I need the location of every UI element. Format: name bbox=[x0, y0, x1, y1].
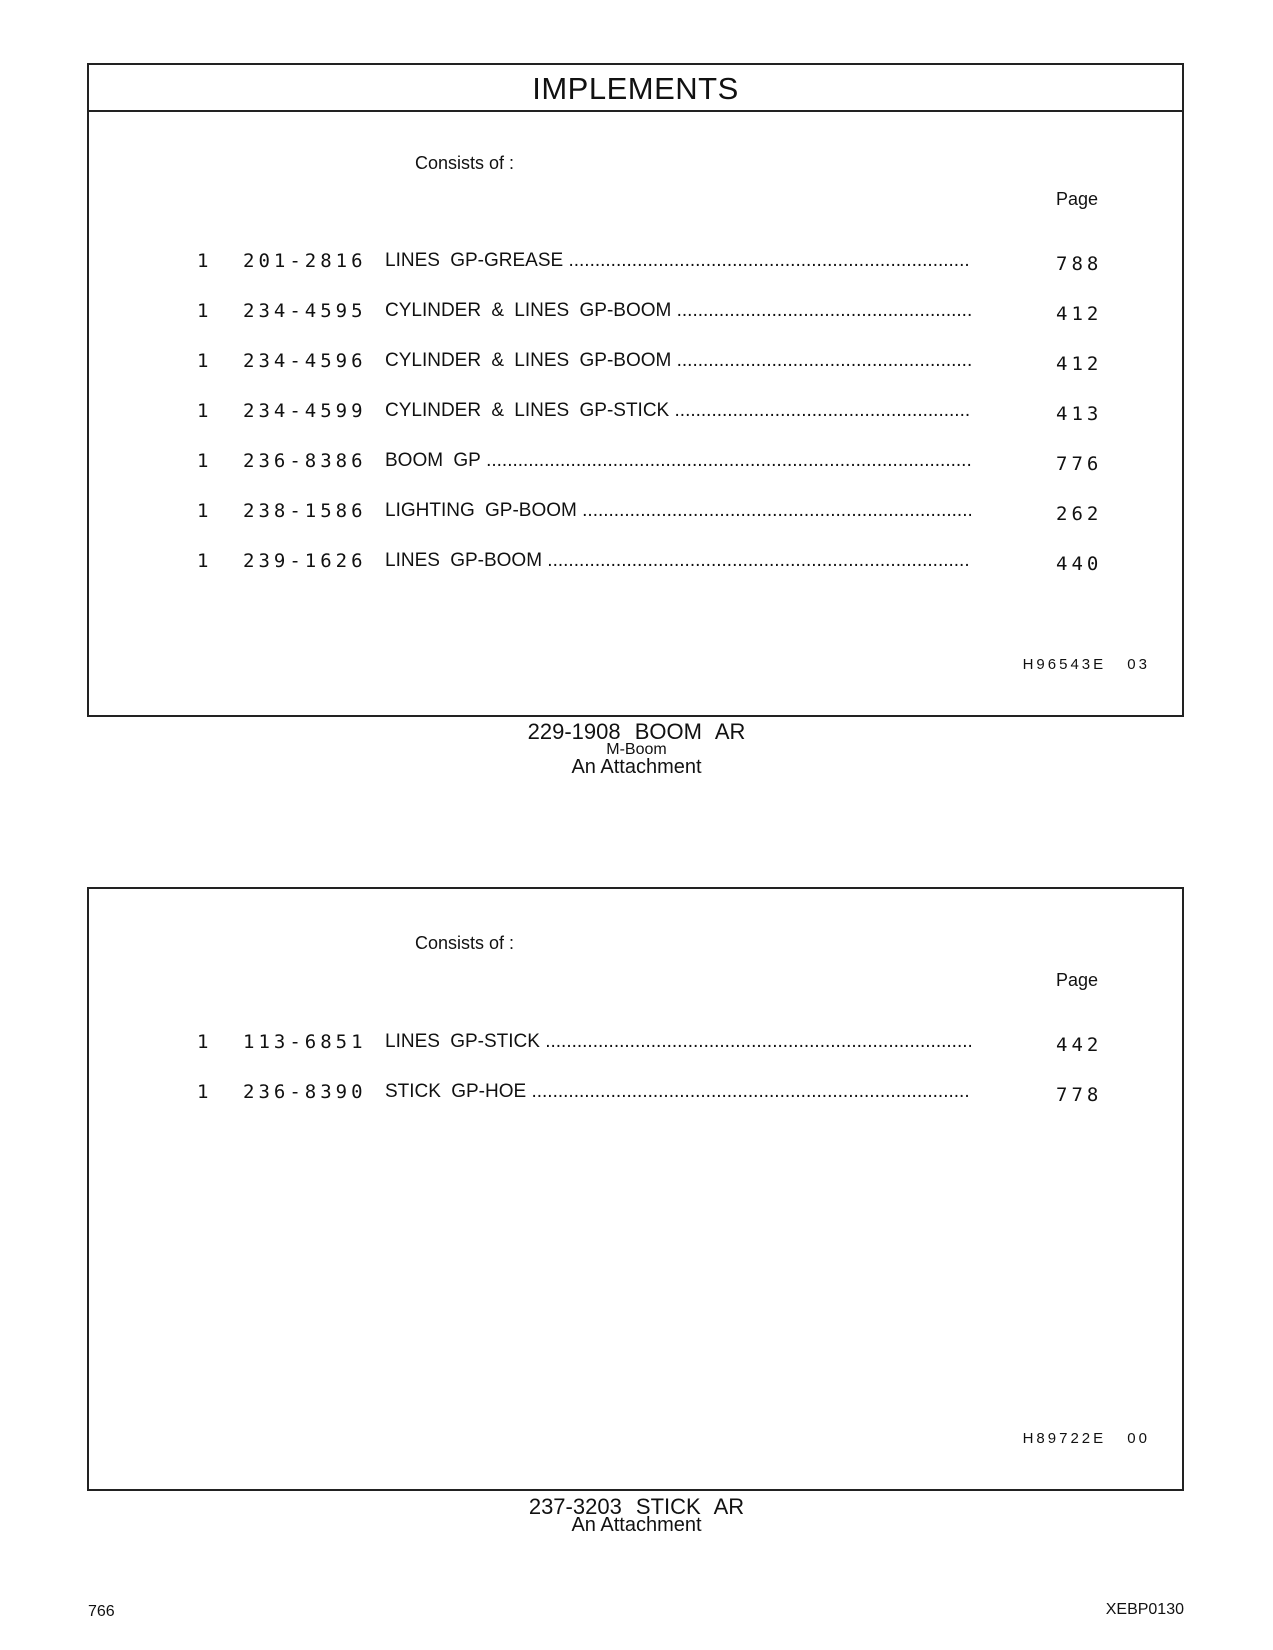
page-number: 766 bbox=[88, 1603, 115, 1620]
page-reference: 412 bbox=[1056, 303, 1103, 325]
parts-row bbox=[89, 448, 1182, 474]
document-code: XEBP0130 bbox=[1105, 1601, 1184, 1618]
page-reference: 442 bbox=[1056, 1034, 1103, 1056]
page-reference: 776 bbox=[1056, 453, 1103, 475]
caption-title: 229-1908 BOOM AR bbox=[527, 719, 746, 744]
item-quantity: 1 bbox=[197, 250, 209, 272]
stick-ar-parts-box bbox=[87, 887, 1184, 1491]
page-reference: 440 bbox=[1056, 553, 1103, 575]
part-description: BOOM GP ..... bbox=[385, 448, 971, 474]
part-description: CYLINDER & LINES GP-BOOM ..... bbox=[385, 348, 971, 374]
parts-row bbox=[89, 1029, 1182, 1055]
part-number: 234-4595 bbox=[243, 300, 367, 322]
part-number: 113-6851 bbox=[243, 1031, 367, 1053]
part-number: 234-4599 bbox=[243, 400, 367, 422]
page-column-header: Page bbox=[1056, 970, 1099, 990]
part-description: CYLINDER & LINES GP-BOOM ..... bbox=[385, 298, 971, 324]
stick-ar-caption bbox=[0, 1494, 1273, 1537]
page-column-header: Page bbox=[1056, 189, 1099, 209]
parts-row bbox=[89, 548, 1182, 574]
page-reference: 778 bbox=[1056, 1084, 1103, 1106]
item-quantity: 1 bbox=[197, 350, 209, 372]
item-quantity: 1 bbox=[197, 500, 209, 522]
illustration-reference-code: H96543E 03 bbox=[1022, 656, 1150, 673]
caption-title: 237-3203 STICK AR bbox=[528, 1494, 745, 1519]
item-quantity: 1 bbox=[197, 1081, 209, 1103]
item-quantity: 1 bbox=[197, 300, 209, 322]
part-number: 234-4596 bbox=[243, 350, 367, 372]
part-description: LINES GP-GREASE ..... bbox=[385, 248, 971, 274]
parts-row bbox=[89, 248, 1182, 274]
parts-row bbox=[89, 298, 1182, 324]
section-title: IMPLEMENTS bbox=[89, 65, 1182, 112]
page-reference: 788 bbox=[1056, 253, 1103, 275]
caption-attachment: An Attachment bbox=[571, 756, 702, 778]
part-description: STICK GP-HOE ..... bbox=[385, 1079, 971, 1105]
part-description: CYLINDER & LINES GP-STICK ..... bbox=[385, 398, 971, 424]
item-quantity: 1 bbox=[197, 550, 209, 572]
parts-row bbox=[89, 398, 1182, 424]
part-number: 201-2816 bbox=[243, 250, 367, 272]
part-number: 238-1586 bbox=[243, 500, 367, 522]
consists-of-label: Consists of : bbox=[415, 933, 515, 953]
part-number: 236-8386 bbox=[243, 450, 367, 472]
boom-ar-parts-box bbox=[87, 63, 1184, 717]
caption-subtitle: M-Boom bbox=[606, 741, 667, 758]
item-quantity: 1 bbox=[197, 400, 209, 422]
parts-row bbox=[89, 1079, 1182, 1105]
page-reference: 412 bbox=[1056, 353, 1103, 375]
parts-row bbox=[89, 348, 1182, 374]
parts-row bbox=[89, 498, 1182, 524]
caption-attachment: An Attachment bbox=[571, 1514, 702, 1536]
boom-ar-caption bbox=[0, 719, 1273, 779]
page-reference: 262 bbox=[1056, 503, 1103, 525]
page-reference: 413 bbox=[1056, 403, 1103, 425]
part-number: 236-8390 bbox=[243, 1081, 367, 1103]
item-quantity: 1 bbox=[197, 1031, 209, 1053]
part-description: LIGHTING GP-BOOM ..... bbox=[385, 498, 971, 524]
consists-of-label: Consists of : bbox=[415, 153, 515, 173]
item-quantity: 1 bbox=[197, 450, 209, 472]
illustration-reference-code: H89722E 00 bbox=[1022, 1430, 1150, 1447]
part-description: LINES GP-STICK ..... bbox=[385, 1029, 971, 1055]
part-description: LINES GP-BOOM ..... bbox=[385, 548, 971, 574]
part-number: 239-1626 bbox=[243, 550, 367, 572]
